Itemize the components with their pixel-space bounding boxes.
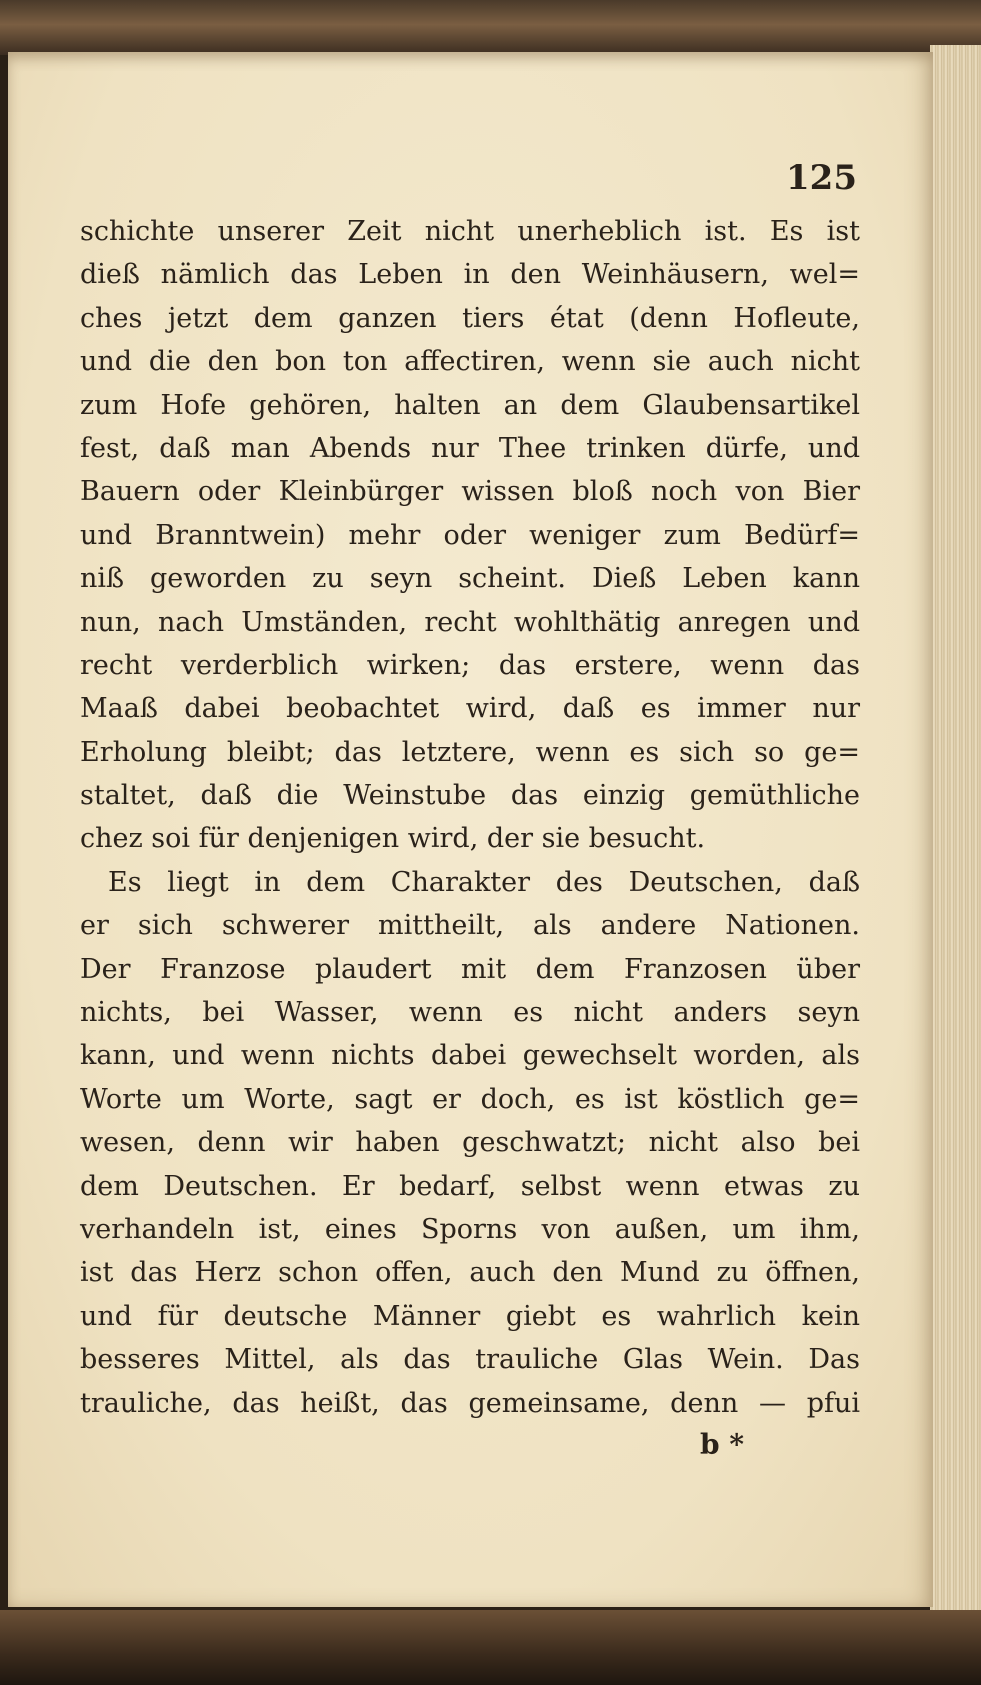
text-line: Es liegt in dem Charakter des Deutschen, daß [108, 866, 860, 898]
text-line: ches jetzt dem ganzen tiers état (denn Hofleute, [80, 302, 860, 334]
text-line: kann, und wenn nichts dabei gewechselt worden, als [80, 1040, 860, 1072]
text-line: wesen, denn wir haben geschwatzt; nicht also bei [80, 1127, 860, 1159]
text-line: und Branntwein) mehr oder weniger zum Bedürf= [80, 519, 860, 551]
text-line: trauliche, das heißt, das gemeinsame, denn — pfui [80, 1387, 860, 1419]
text-line: Bauern oder Kleinbürger wissen bloß noch von Bier [80, 476, 860, 508]
body-text [80, 210, 860, 1425]
text-line: dem Deutschen. Er bedarf, selbst wenn etwas zu [80, 1170, 860, 1202]
text-line: er sich schwerer mittheilt, als andere Nationen. [80, 910, 860, 942]
text-line: Maaß dabei beobachtet wird, daß es immer nur [80, 693, 860, 725]
text-line: nichts, bei Wasser, wenn es nicht anders seyn [80, 997, 860, 1029]
page-stack-edge [930, 45, 981, 1625]
text-line: und für deutsche Männer giebt es wahrlich kein [80, 1300, 860, 1332]
text-line: chez soi für denjenigen wird, der sie besucht. [80, 823, 706, 855]
text-line: Der Franzose plaudert mit dem Franzosen über [80, 953, 860, 985]
text-line: Erholung bleibt; das letztere, wenn es sich so ge= [80, 736, 860, 768]
book-edge-top [0, 0, 981, 55]
text-line: besseres Mittel, als das trauliche Glas Wein. Das [80, 1344, 860, 1376]
text-line: fest, daß man Abends nur Thee trinken dürfe, und [80, 432, 860, 464]
text-line: niß geworden zu seyn scheint. Dieß Leben kann [80, 563, 860, 595]
text-line: und die den bon ton affectiren, wenn sie auch nicht [80, 346, 860, 378]
text-line: dieß nämlich das Leben in den Weinhäusern, wel= [80, 259, 860, 291]
text-line: zum Hofe gehören, halten an dem Glaubensartikel [80, 389, 860, 421]
text-line: staltet, daß die Weinstube das einzig gemüthliche [80, 780, 860, 812]
signature-mark: b * [700, 1428, 744, 1461]
page-number: 125 [786, 158, 857, 198]
text-line: schichte unserer Zeit nicht unerheblich ist. Es ist [80, 216, 860, 247]
book-edge-bottom [0, 1610, 981, 1685]
text-line: verhandeln ist, eines Sporns von außen, um ihm, [80, 1213, 860, 1245]
text-line: Worte um Worte, sagt er doch, es ist köstlich ge= [80, 1083, 860, 1115]
text-line: nun, nach Umständen, recht wohlthätig anregen und [80, 606, 860, 638]
text-line: recht verderblich wirken; das erstere, wenn das [80, 649, 860, 681]
text-line: ist das Herz schon offen, auch den Mund zu öffnen, [80, 1257, 860, 1289]
